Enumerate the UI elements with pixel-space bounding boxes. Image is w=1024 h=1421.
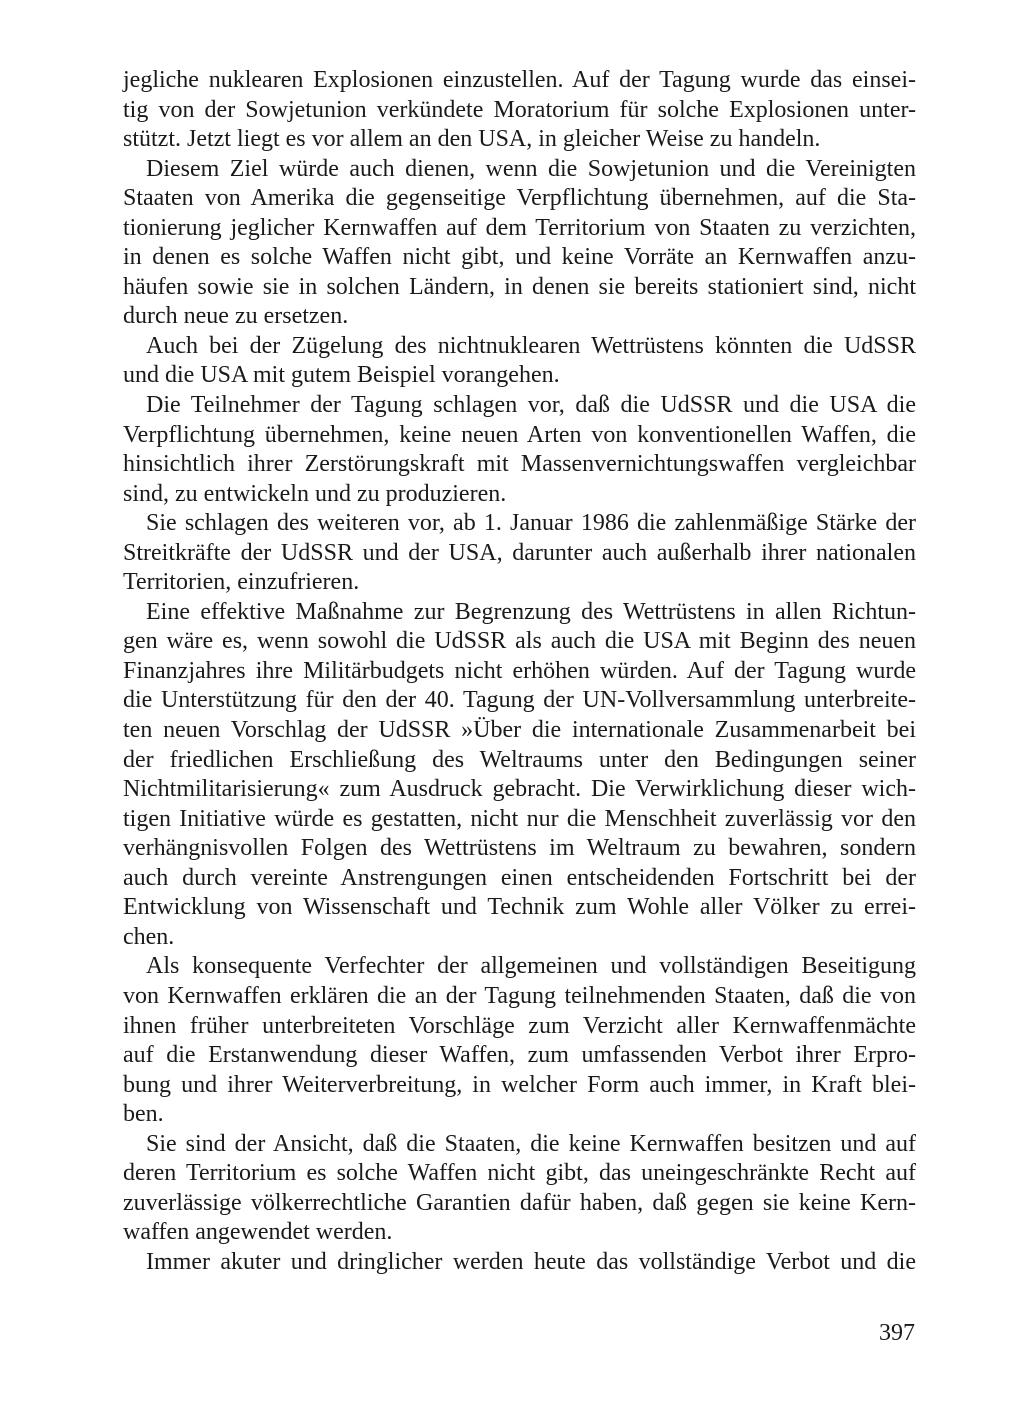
text-line: Immer akuter und dringlicher werden heute das vollständige Verbot und die [146, 1248, 916, 1275]
paragraph [123, 155, 916, 332]
paragraph [123, 1130, 916, 1248]
text-line: und die USA mit gutem Beispiel vorangehen. [123, 362, 560, 389]
paragraph [123, 332, 916, 391]
text-line: Entwicklung von Wissenschaft und Technik zum Wohle aller Völker zu errei- [123, 894, 916, 921]
text-line: verhängnisvollen Folgen des Wettrüstens im Weltraum zu bewahren, sondern [123, 835, 916, 862]
text-line: Nichtmilitarisierung« zum Ausdruck gebracht. Die Verwirklichung dieser wich- [123, 776, 916, 803]
paragraph [123, 598, 916, 953]
text-line: die Unterstützung für den der 40. Tagung der UN-Vollversammlung unterbreite- [123, 687, 916, 714]
text-line: auch durch vereinte Anstrengungen einen entscheidenden Fortschritt bei der [123, 864, 916, 891]
text-line: waffen angewendet werden. [123, 1219, 393, 1246]
text-line: tig von der Sowjetunion verkündete Moratorium für solche Explosionen unter- [123, 96, 916, 123]
text-line: ihnen früher unterbreiteten Vorschläge zum Verzicht aller Kernwaffenmächte [123, 1012, 916, 1039]
text-line: Sie schlagen des weiteren vor, ab 1. Januar 1986 die zahlenmäßige Stärke der [146, 510, 916, 537]
paragraph [123, 1248, 916, 1278]
text-line: stützt. Jetzt liegt es vor allem an den USA, in gleicher Weise zu handeln. [123, 126, 821, 153]
text-line: Sie sind der Ansicht, daß die Staaten, die keine Kernwaffen besitzen und auf [146, 1130, 916, 1157]
text-line: Auch bei der Zügelung des nichtnuklearen Wettrüstens könnten die UdSSR [146, 332, 916, 359]
text-line: ten neuen Vorschlag der UdSSR »Über die internationale Zusammenarbeit bei [123, 717, 916, 744]
paragraph [123, 66, 916, 155]
text-line: auf die Erstanwendung dieser Waffen, zum umfassenden Verbot ihrer Erpro- [123, 1042, 916, 1069]
text-line: Eine effektive Maßnahme zur Begrenzung des Wettrüstens in allen Richtun- [146, 598, 916, 625]
text-line: sind, zu entwickeln und zu produzieren. [123, 480, 507, 507]
text-line: ben. [123, 1101, 164, 1128]
page-number: 397 [879, 1320, 915, 1346]
paragraph [123, 391, 916, 509]
paragraph [123, 952, 916, 1129]
text-line: chen. [123, 923, 175, 950]
text-line: Die Teilnehmer der Tagung schlagen vor, daß die UdSSR und die USA die [146, 392, 916, 419]
text-line: hinsichtlich ihrer Zerstörungskraft mit Massenvernichtungswaffen vergleichbar [123, 451, 916, 478]
text-line: deren Territorium es solche Waffen nicht gibt, das uneingeschränkte Recht auf [123, 1160, 916, 1187]
text-line: von Kernwaffen erklären die an der Tagung teilnehmenden Staaten, daß die von [123, 982, 916, 1009]
text-line: der friedlichen Erschließung des Weltraums unter den Bedingungen seiner [123, 746, 916, 773]
text-line: Finanzjahres ihre Militärbudgets nicht erhöhen würden. Auf der Tagung wurde [123, 657, 916, 684]
text-line: jegliche nuklearen Explosionen einzustellen. Auf der Tagung wurde das einsei- [123, 67, 916, 93]
text-line: tionierung jeglicher Kernwaffen auf dem Territorium von Staaten zu verzichten, [123, 214, 916, 241]
text-line: Streitkräfte der UdSSR und der USA, darunter auch außerhalb ihrer nationalen [123, 539, 916, 566]
text-line: zuverlässige völkerrechtliche Garantien dafür haben, daß gegen sie keine Kern- [123, 1189, 916, 1216]
text-line: Verpflichtung übernehmen, keine neuen Arten von konventionellen Waffen, die [123, 421, 916, 448]
text-line: Als konsequente Verfechter der allgemeinen und vollständigen Beseitigung [146, 953, 916, 980]
text-line: Territorien, einzufrieren. [123, 569, 360, 596]
text-line: durch neue zu ersetzen. [123, 303, 349, 330]
text-line: tigen Initiative würde es gestatten, nicht nur die Menschheit zuverlässig vor den [123, 805, 916, 832]
text-line: häufen sowie sie in solchen Ländern, in denen sie bereits stationiert sind, nicht [123, 273, 916, 300]
text-line: in denen es solche Waffen nicht gibt, und keine Vorräte an Kernwaffen anzu- [123, 244, 916, 271]
text-line: gen wäre es, wenn sowohl die UdSSR als auch die USA mit Beginn des neuen [123, 628, 916, 655]
text-line: Staaten von Amerika die gegenseitige Verpflichtung übernehmen, auf die Sta- [123, 185, 916, 212]
text-line: Diesem Ziel würde auch dienen, wenn die Sowjetunion und die Vereinigten [146, 155, 916, 182]
paragraph [123, 509, 916, 598]
text-line: bung und ihrer Weiterverbreitung, in welcher Form auch immer, in Kraft blei- [123, 1071, 916, 1098]
page-body [123, 66, 916, 1277]
